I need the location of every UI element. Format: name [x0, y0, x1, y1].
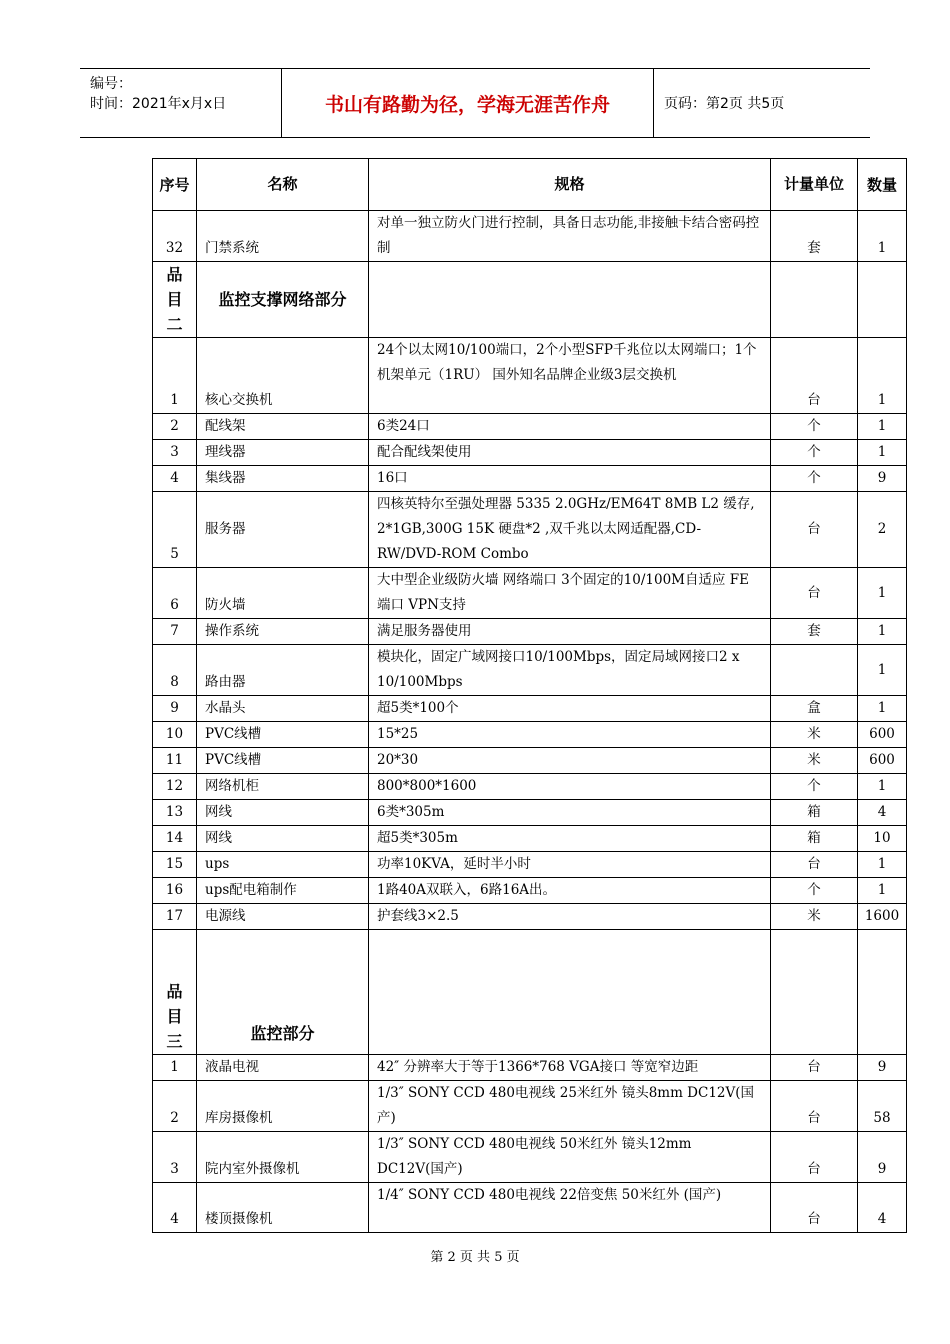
row-qty: 1 — [858, 645, 907, 696]
empty-cell — [771, 930, 858, 1055]
row-name: 网络机柜 — [197, 774, 369, 800]
col-header-spec: 规格 — [369, 159, 771, 211]
row-no: 15 — [153, 852, 197, 878]
table-row — [153, 852, 907, 878]
row-unit: 个 — [771, 414, 858, 440]
row-name: 水晶头 — [197, 696, 369, 722]
page-header — [80, 68, 870, 138]
row-name: 配线架 — [197, 414, 369, 440]
row-spec: 大中型企业级防火墙 网络端口 3个固定的10/100M自适应 FE端口 VPN支持 — [369, 568, 771, 619]
row-name: 门禁系统 — [197, 211, 369, 262]
row-qty: 1 — [858, 211, 907, 262]
col-header-qty: 数量 — [858, 159, 907, 211]
table-row — [153, 211, 907, 262]
row-no: 12 — [153, 774, 197, 800]
row-unit: 套 — [771, 211, 858, 262]
row-no: 4 — [153, 466, 197, 492]
row-name: ups配电箱制作 — [197, 878, 369, 904]
row-qty: 1 — [858, 619, 907, 645]
page-footer: 第 2 页 共 5 页 — [430, 1250, 520, 1265]
row-no: 3 — [153, 1132, 197, 1183]
row-qty: 1 — [858, 878, 907, 904]
row-qty: 2 — [858, 492, 907, 568]
row-no: 6 — [153, 568, 197, 619]
row-unit: 盒 — [771, 696, 858, 722]
header-page-label: 页码：第2页 共5页 — [664, 96, 785, 112]
table-row — [153, 466, 907, 492]
row-spec: 42″ 分辨率大于等于1366*768 VGA接口 等宽窄边距 — [369, 1055, 771, 1081]
header-motto: 书山有路勤为径，学海无涯苦作舟 — [282, 69, 654, 137]
row-unit: 台 — [771, 568, 858, 619]
row-unit: 台 — [771, 1081, 858, 1132]
row-no: 14 — [153, 826, 197, 852]
row-no: 9 — [153, 696, 197, 722]
row-qty: 4 — [858, 1183, 907, 1233]
row-unit: 台 — [771, 338, 858, 414]
row-unit: 台 — [771, 492, 858, 568]
table-row — [153, 748, 907, 774]
table-row — [153, 1132, 907, 1183]
row-unit: 台 — [771, 1132, 858, 1183]
row-qty: 58 — [858, 1081, 907, 1132]
row-name: 网线 — [197, 800, 369, 826]
row-unit: 个 — [771, 878, 858, 904]
section-title: 监控部分 — [197, 930, 369, 1055]
row-no: 13 — [153, 800, 197, 826]
row-spec: 模块化，固定广域网接口10/100Mbps，固定局域网接口2 x 10/100Mbps — [369, 645, 771, 696]
row-qty: 9 — [858, 1055, 907, 1081]
row-no: 5 — [153, 492, 197, 568]
table-row — [153, 800, 907, 826]
row-unit — [771, 645, 858, 696]
row-qty: 600 — [858, 722, 907, 748]
table-row — [153, 645, 907, 696]
row-qty: 1 — [858, 440, 907, 466]
empty-cell — [369, 930, 771, 1055]
row-unit: 台 — [771, 1055, 858, 1081]
empty-cell — [858, 262, 907, 338]
table-row — [153, 826, 907, 852]
row-spec: 800*800*1600 — [369, 774, 771, 800]
table-row — [153, 338, 907, 414]
row-name: 服务器 — [197, 492, 369, 568]
row-name: 液晶电视 — [197, 1055, 369, 1081]
row-unit: 米 — [771, 904, 858, 930]
table-row — [153, 1081, 907, 1132]
row-qty: 600 — [858, 748, 907, 774]
empty-cell — [858, 930, 907, 1055]
section-number: 品 目 二 — [153, 262, 197, 338]
section-row — [153, 262, 907, 338]
row-unit: 个 — [771, 466, 858, 492]
row-unit: 米 — [771, 748, 858, 774]
table-header-row — [153, 159, 907, 211]
row-name: 楼顶摄像机 — [197, 1183, 369, 1233]
table-row — [153, 774, 907, 800]
row-spec: 满足服务器使用 — [369, 619, 771, 645]
row-spec: 1/3″ SONY CCD 480电视线 50米红外 镜头12mm DC12V(国产) — [369, 1132, 771, 1183]
row-name: PVC线槽 — [197, 722, 369, 748]
row-no: 7 — [153, 619, 197, 645]
time-label: 时间：2021年x月x日 — [90, 96, 227, 112]
col-header-name: 名称 — [197, 159, 369, 211]
row-no: 11 — [153, 748, 197, 774]
table-row — [153, 568, 907, 619]
table-row — [153, 440, 907, 466]
row-no: 10 — [153, 722, 197, 748]
row-name: 防火墙 — [197, 568, 369, 619]
row-spec: 1/3″ SONY CCD 480电视线 25米红外 镜头8mm DC12V(国产) — [369, 1081, 771, 1132]
row-no: 4 — [153, 1183, 197, 1233]
number-label: 编号： — [90, 76, 132, 92]
col-header-unit: 计量单位 — [771, 159, 858, 211]
row-spec: 对单一独立防火门进行控制，具备日志功能,非接触卡结合密码控制 — [369, 211, 771, 262]
row-spec: 16口 — [369, 466, 771, 492]
header-meta — [80, 69, 282, 137]
table-row — [153, 414, 907, 440]
section-number: 品 目 三 — [153, 930, 197, 1055]
row-qty: 9 — [858, 1132, 907, 1183]
row-spec: 15*25 — [369, 722, 771, 748]
row-spec: 功率10KVA，延时半小时 — [369, 852, 771, 878]
row-qty: 4 — [858, 800, 907, 826]
row-name: 理线器 — [197, 440, 369, 466]
table-row — [153, 878, 907, 904]
equipment-table — [152, 158, 907, 1233]
section-title: 监控支撑网络部分 — [197, 262, 369, 338]
row-spec: 配合配线架使用 — [369, 440, 771, 466]
row-spec: 护套线3×2.5 — [369, 904, 771, 930]
row-no: 8 — [153, 645, 197, 696]
row-unit: 个 — [771, 440, 858, 466]
row-spec: 6类*305m — [369, 800, 771, 826]
col-header-no: 序号 — [153, 159, 197, 211]
table-row — [153, 492, 907, 568]
row-spec: 超5类*305m — [369, 826, 771, 852]
row-no: 3 — [153, 440, 197, 466]
table-row — [153, 619, 907, 645]
row-name: PVC线槽 — [197, 748, 369, 774]
row-name: 集线器 — [197, 466, 369, 492]
row-name: 核心交换机 — [197, 338, 369, 414]
row-name: 库房摄像机 — [197, 1081, 369, 1132]
row-no: 2 — [153, 414, 197, 440]
row-spec: 1/4″ SONY CCD 480电视线 22倍变焦 50米红外 (国产) — [369, 1183, 771, 1233]
row-no: 16 — [153, 878, 197, 904]
row-qty: 1600 — [858, 904, 907, 930]
row-no: 2 — [153, 1081, 197, 1132]
row-spec: 超5类*100个 — [369, 696, 771, 722]
section-row — [153, 930, 907, 1055]
row-name: 路由器 — [197, 645, 369, 696]
row-spec: 1路40A双联入，6路16A出。 — [369, 878, 771, 904]
row-name: 网线 — [197, 826, 369, 852]
row-qty: 1 — [858, 852, 907, 878]
table-row — [153, 1183, 907, 1233]
row-no: 32 — [153, 211, 197, 262]
row-qty: 1 — [858, 414, 907, 440]
table-row — [153, 904, 907, 930]
row-spec: 20*30 — [369, 748, 771, 774]
row-no: 17 — [153, 904, 197, 930]
row-no: 1 — [153, 1055, 197, 1081]
row-unit: 箱 — [771, 800, 858, 826]
row-unit: 套 — [771, 619, 858, 645]
empty-cell — [369, 262, 771, 338]
row-spec: 6类24口 — [369, 414, 771, 440]
row-name: 操作系统 — [197, 619, 369, 645]
row-no: 1 — [153, 338, 197, 414]
table-row — [153, 722, 907, 748]
row-unit: 台 — [771, 1183, 858, 1233]
table-row — [153, 696, 907, 722]
row-qty: 1 — [858, 774, 907, 800]
row-qty: 10 — [858, 826, 907, 852]
row-spec: 四核英特尔至强处理器 5335 2.0GHz/EM64T 8MB L2 缓存, 2*1GB,300G 15K 硬盘*2 ,双千兆以太网适配器,CD-RW/DVD-ROM Combo — [369, 492, 771, 568]
row-qty: 1 — [858, 338, 907, 414]
empty-cell — [771, 262, 858, 338]
row-name: 院内室外摄像机 — [197, 1132, 369, 1183]
row-name: 电源线 — [197, 904, 369, 930]
row-unit: 台 — [771, 852, 858, 878]
row-qty: 1 — [858, 568, 907, 619]
row-spec: 24个以太网10/100端口，2个小型SFP千兆位以太网端口；1个机架单元（1RU） 国外知名品牌企业级3层交换机 — [369, 338, 771, 414]
row-unit: 个 — [771, 774, 858, 800]
table-row — [153, 1055, 907, 1081]
row-qty: 9 — [858, 466, 907, 492]
row-name: ups — [197, 852, 369, 878]
row-unit: 箱 — [771, 826, 858, 852]
row-unit: 米 — [771, 722, 858, 748]
row-qty: 1 — [858, 696, 907, 722]
